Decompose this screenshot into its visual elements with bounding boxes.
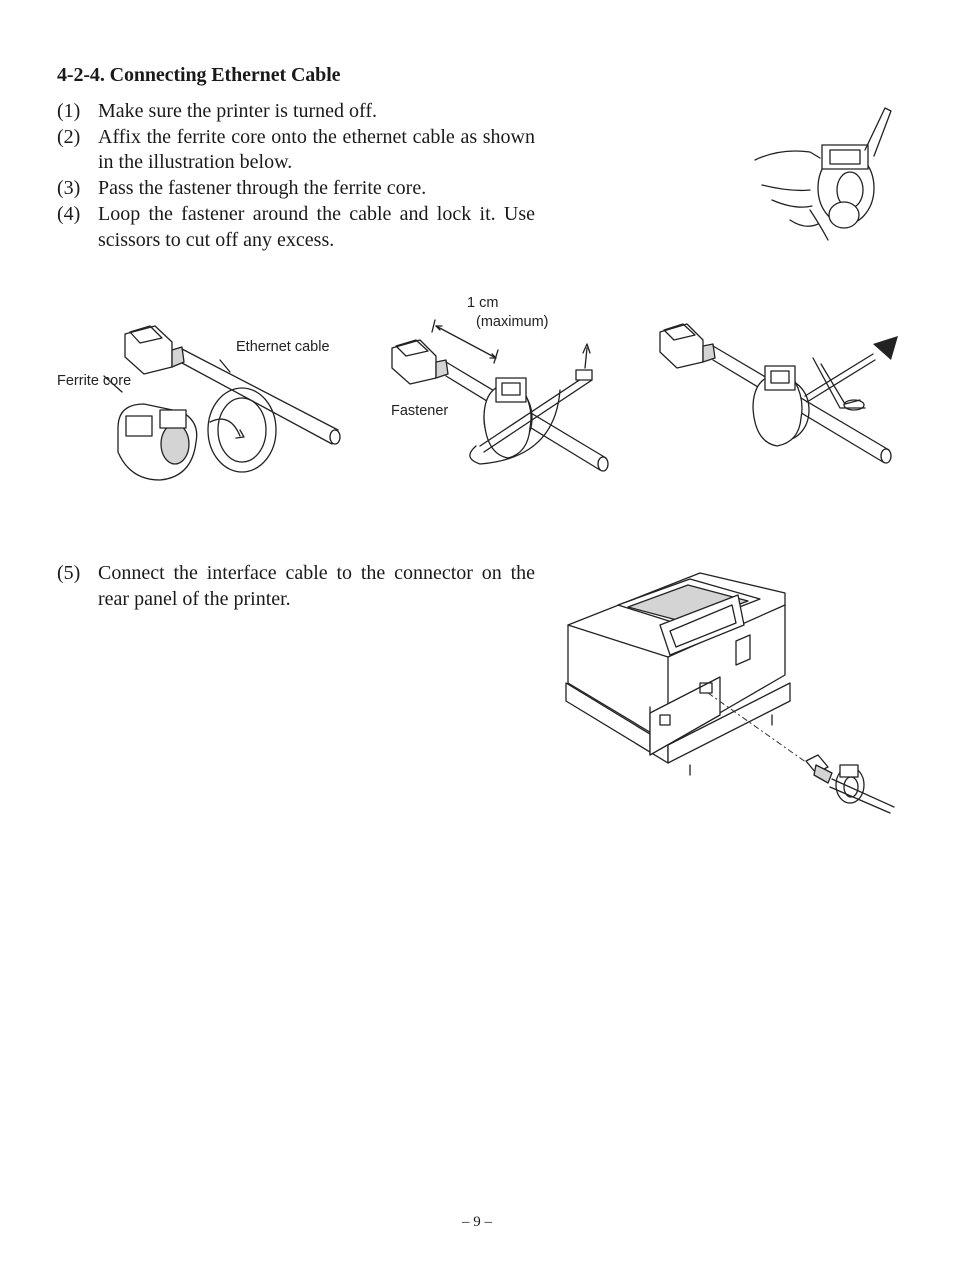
section-title: 4-2-4. Connecting Ethernet Cable bbox=[57, 64, 341, 86]
step-5 bbox=[57, 561, 535, 612]
step-3 bbox=[57, 176, 535, 202]
step-1 bbox=[57, 99, 535, 125]
step-2 bbox=[57, 125, 535, 176]
step-text: Loop the fastener around the cable and lock it. Use scissors to cut off any excess. bbox=[98, 202, 535, 251]
step-number: (5) bbox=[57, 562, 81, 584]
step-number: (1) bbox=[57, 100, 81, 122]
step-text: Affix the ferrite core onto the ethernet cable as shown in the illustration below. bbox=[98, 125, 535, 174]
label-ferrite-core: Ferrite core bbox=[57, 373, 132, 389]
step-number: (2) bbox=[57, 125, 81, 148]
steps-list bbox=[57, 99, 535, 253]
step-number: (3) bbox=[57, 177, 81, 200]
step-4 bbox=[57, 202, 535, 253]
hand-fastening-illustration bbox=[750, 100, 900, 250]
label-ethernet-cable: Ethernet cable bbox=[236, 339, 330, 355]
label-distance: 1 cm bbox=[467, 295, 499, 311]
step-text: Connect the interface cable to the connector on the rear panel of the printer. bbox=[98, 562, 535, 610]
label-distance-note: (maximum) bbox=[476, 314, 549, 330]
step-text: Pass the fastener through the ferrite core. bbox=[98, 177, 427, 200]
label-fastener: Fastener bbox=[391, 403, 449, 419]
printer-connection-illustration bbox=[560, 565, 900, 815]
scissors-cut-illustration bbox=[655, 318, 900, 468]
step-text: Make sure the printer is turned off. bbox=[98, 100, 377, 122]
fastener-illustration bbox=[380, 318, 620, 478]
step-number: (4) bbox=[57, 202, 81, 225]
page-number: – 9 – bbox=[462, 1214, 492, 1230]
